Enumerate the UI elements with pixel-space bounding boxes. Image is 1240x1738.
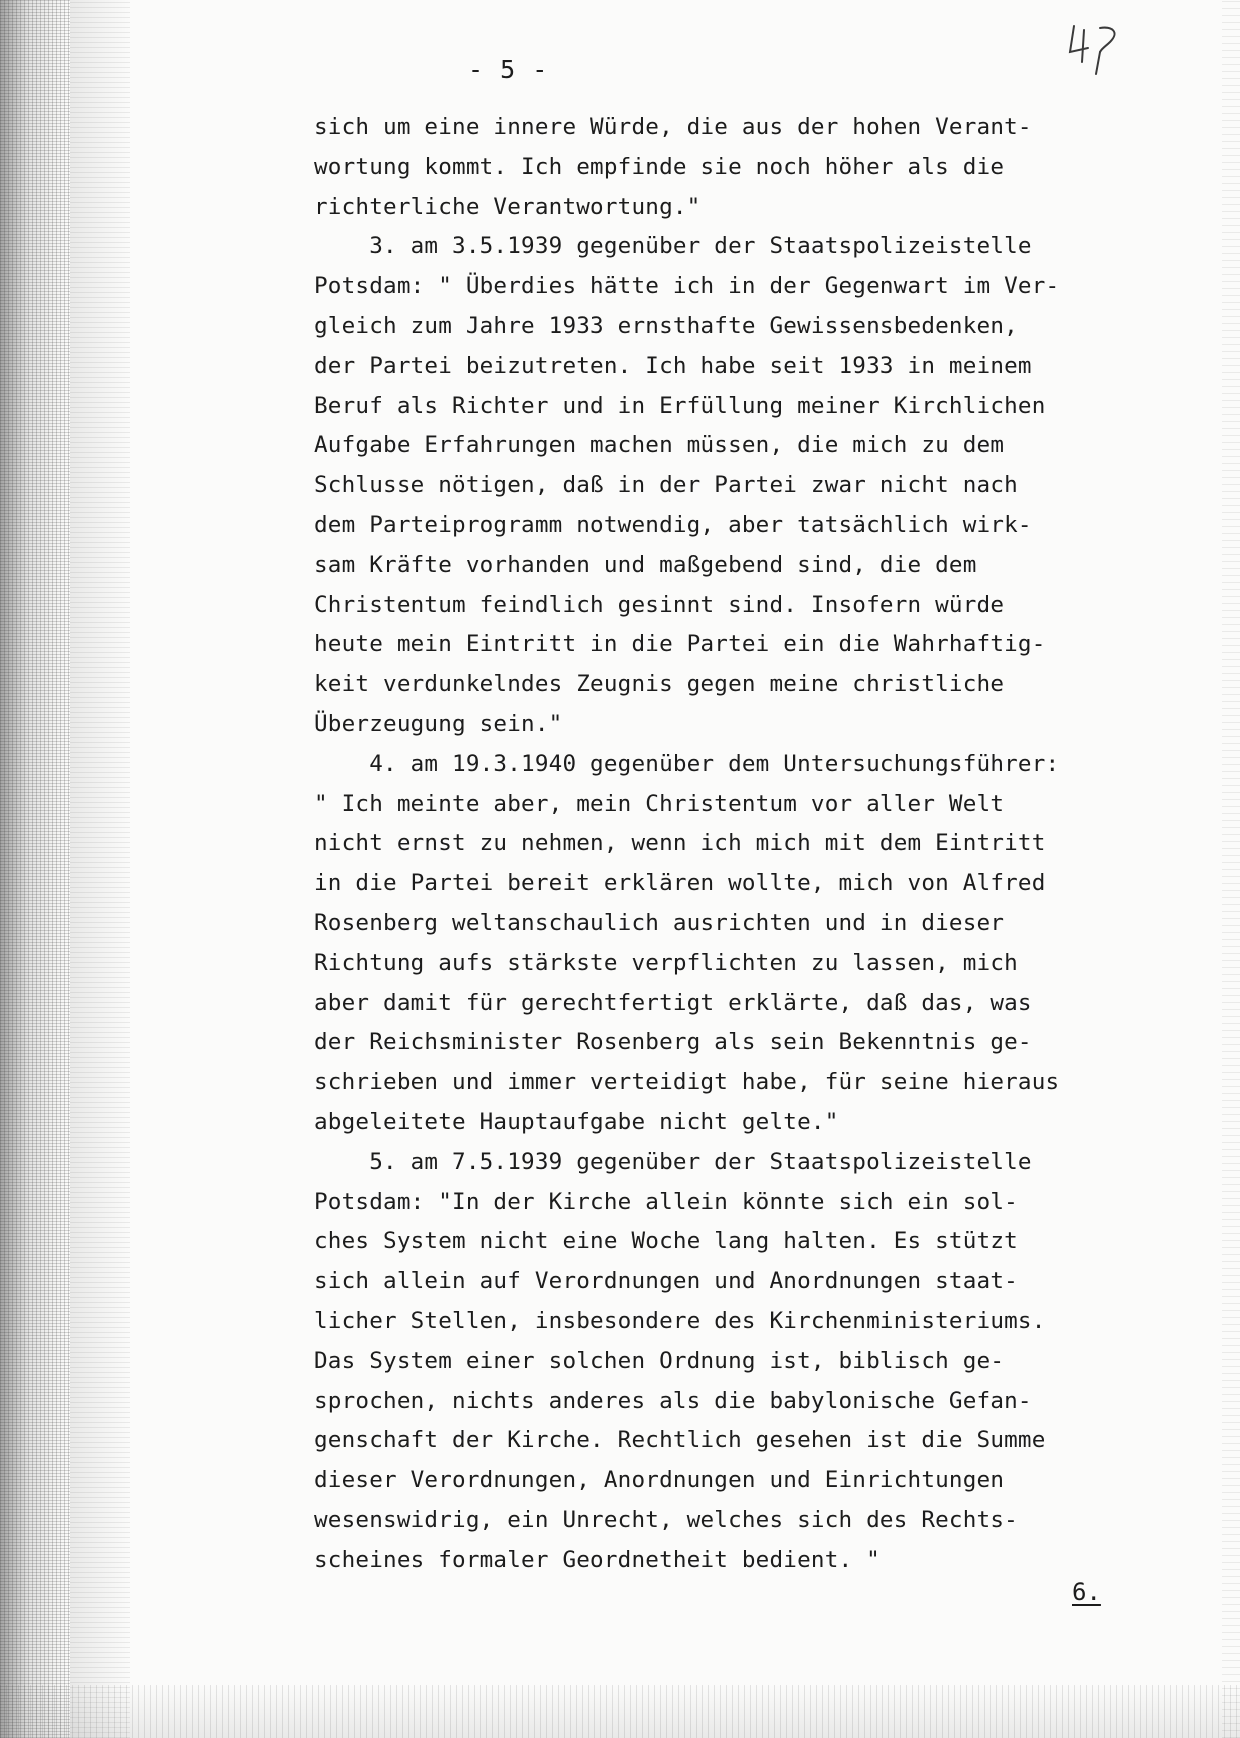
text-line: richterliche Verantwortung." <box>314 193 701 220</box>
text-line: nicht ernst zu nehmen, wenn ich mich mit dem Eintritt <box>314 830 1046 857</box>
text-line: sich allein auf Verordnungen und Anordnungen staat- <box>314 1268 1018 1295</box>
text-line: 4. am 19.3.1940 gegenüber dem Untersuchungsführer: <box>314 750 1060 777</box>
scan-noise-right-edge <box>1222 0 1240 1738</box>
text-line: Beruf als Richter und in Erfüllung meiner Kirchlichen <box>314 392 1046 419</box>
text-line: wesenswidrig, ein Unrecht, welches sich des Rechts- <box>314 1506 1018 1533</box>
text-line: Rosenberg weltanschaulich ausrichten und in dieser <box>314 909 1005 936</box>
text-line: 3. am 3.5.1939 gegenüber der Staatspolizeistelle <box>314 233 1032 260</box>
text-line: keit verdunkelndes Zeugnis gegen meine christliche <box>314 671 1005 698</box>
text-line: heute mein Eintritt in die Partei ein die Wahrhaftig- <box>314 631 1046 658</box>
text-line: sich um eine innere Würde, die aus der hohen Verant- <box>314 114 1032 140</box>
text-line: wortung kommt. Ich empfinde sie noch höher als die <box>314 153 1005 180</box>
handwritten-mark <box>1060 18 1130 78</box>
text-line: Christentum feindlich gesinnt sind. Insofern würde <box>314 591 1005 618</box>
text-line: dem Parteiprogramm notwendig, aber tatsächlich wirk- <box>314 511 1032 538</box>
text-line: der Partei beizutreten. Ich habe seit 1933 in meinem <box>314 352 1032 379</box>
text-line: genschaft der Kirche. Rechtlich gesehen ist die Summe <box>314 1427 1046 1454</box>
text-line: Potsdam: "In der Kirche allein könnte sich ein sol- <box>314 1188 1018 1215</box>
catchword-next-page: 6. <box>1072 1578 1101 1606</box>
text-line: ches System nicht eine Woche lang halten. Es stützt <box>314 1228 1018 1255</box>
text-line: sam Kräfte vorhanden und maßgebend sind, die dem <box>314 551 977 578</box>
text-line: " Ich meinte aber, mein Christentum vor aller Welt <box>314 790 1005 817</box>
text-line: abgeleitete Hauptaufgabe nicht gelte." <box>314 1108 839 1135</box>
text-line: Schlusse nötigen, daß in der Partei zwar nicht nach <box>314 472 1018 499</box>
text-line: in die Partei bereit erklären wollte, mich von Alfred <box>314 870 1046 897</box>
text-line: sprochen, nichts anderes als die babylonische Gefan- <box>314 1387 1032 1414</box>
text-line: licher Stellen, insbesondere des Kirchenministeriums. <box>314 1307 1046 1334</box>
text-line: aber damit für gerechtfertigt erklärte, daß das, was <box>314 989 1032 1016</box>
text-line: Das System einer solchen Ordnung ist, biblisch ge- <box>314 1347 1005 1374</box>
scan-noise-bottom-edge <box>0 1685 1240 1738</box>
text-line: Richtung aufs stärkste verpflichten zu lassen, mich <box>314 949 1018 976</box>
text-line: 5. am 7.5.1939 gegenüber der Staatspolizeistelle <box>314 1148 1032 1175</box>
scan-noise-left-shadow <box>70 0 130 1738</box>
text-line: Potsdam: " Überdies hätte ich in der Gegenwart im Ver- <box>314 273 1060 300</box>
scan-noise-left-edge <box>0 0 70 1738</box>
text-line: scheines formaler Geordnetheit bedient. " <box>314 1546 880 1573</box>
text-line: gleich zum Jahre 1933 ernsthafte Gewissensbedenken, <box>314 312 1018 339</box>
text-line: schrieben und immer verteidigt habe, für seine hieraus <box>314 1069 1060 1096</box>
text-line: Aufgabe Erfahrungen machen müssen, die mich zu dem <box>314 432 1005 459</box>
text-line: der Reichsminister Rosenberg als sein Bekenntnis ge- <box>314 1029 1032 1056</box>
body-text <box>314 108 1214 1580</box>
text-line: Überzeugung sein." <box>314 710 563 737</box>
text-line: dieser Verordnungen, Anordnungen und Einrichtungen <box>314 1467 1005 1494</box>
page-number: - 5 - <box>468 55 549 84</box>
